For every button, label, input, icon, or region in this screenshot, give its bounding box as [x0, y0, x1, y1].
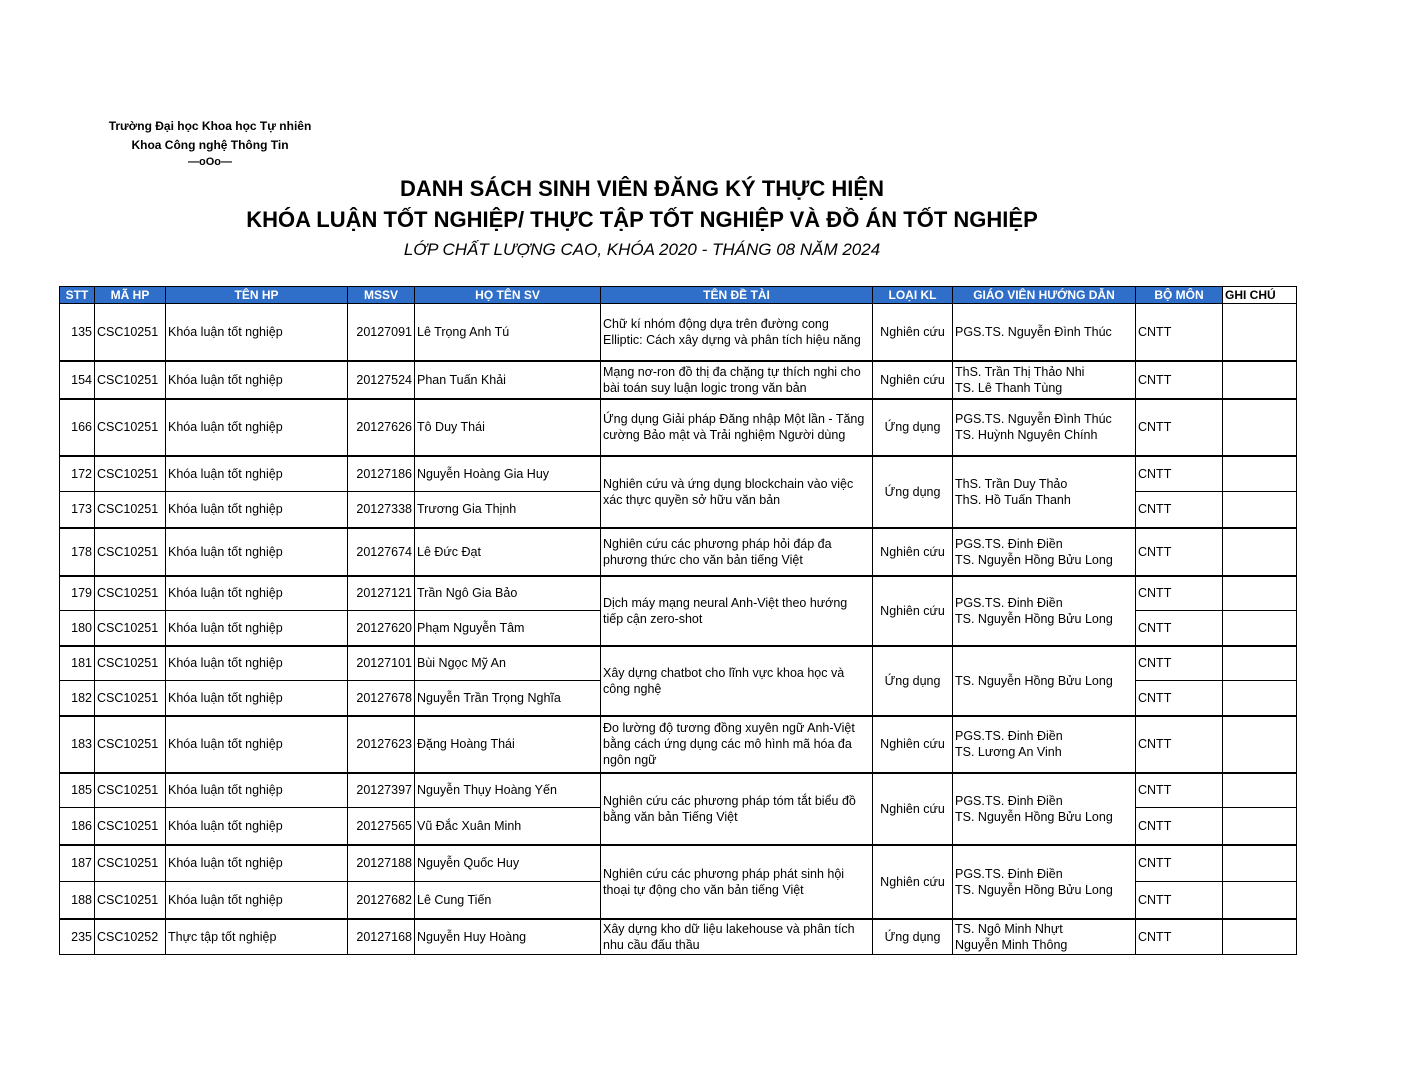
cell-ten-hp: Khóa luận tốt nghiệp — [166, 808, 348, 845]
cell-bo-mon: CNTT — [1136, 361, 1223, 399]
cell-loai: Nghiên cứu — [873, 773, 953, 845]
cell-ho-ten: Lê Cung Tiến — [415, 882, 601, 919]
cell-mssv: 20127620 — [348, 611, 415, 646]
cell-loai: Ứng dụng — [873, 399, 953, 456]
header-ma-hp: MÃ HP — [95, 287, 166, 304]
advisor-name: TS. Nguyễn Hồng Bửu Long — [955, 882, 1113, 897]
cell-stt: 182 — [60, 681, 95, 716]
cell-ma-hp: CSC10251 — [95, 773, 166, 808]
cell-bo-mon: CNTT — [1136, 528, 1223, 576]
advisor-name: TS. Nguyễn Hồng Bửu Long — [955, 552, 1113, 567]
advisor-name: ThS. Trần Thị Thảo Nhi — [955, 364, 1085, 379]
cell-ghi-chu — [1223, 399, 1297, 456]
advisor-name: PGS.TS. Đinh Điền — [955, 536, 1063, 551]
cell-ten-hp: Khóa luận tốt nghiệp — [166, 576, 348, 611]
cell-de-tai: Xây dựng chatbot cho lĩnh vực khoa học và công nghệ — [601, 646, 873, 716]
advisor-name: ThS. Hồ Tuấn Thanh — [955, 492, 1071, 507]
cell-de-tai: Nghiên cứu các phương pháp phát sinh hội thoại tự động cho văn bản tiếng Việt — [601, 845, 873, 919]
faculty-name: Khoa Công nghệ Thông Tin — [131, 138, 289, 152]
cell-ten-hp: Khóa luận tốt nghiệp — [166, 361, 348, 399]
cell-ten-hp: Khóa luận tốt nghiệp — [166, 304, 348, 361]
header-mssv: MSSV — [348, 287, 415, 304]
subtitle: LỚP CHẤT LƯỢNG CAO, KHÓA 2020 - THÁNG 08 NĂM 2024 — [403, 240, 881, 259]
cell-ghi-chu — [1223, 576, 1297, 611]
cell-ho-ten: Nguyễn Huy Hoàng — [415, 919, 601, 955]
cell-de-tai: Xây dựng kho dữ liệu lakehouse và phân tích nhu cầu đấu thầu — [601, 919, 873, 955]
cell-mssv: 20127565 — [348, 808, 415, 845]
institution-header — [60, 117, 360, 170]
title-line-2: KHÓA LUẬN TỐT NGHIỆP/ THỰC TẬP TỐT NGHIỆP VÀ ĐỒ ÁN TỐT NGHIỆP — [246, 207, 1038, 232]
cell-loai: Nghiên cứu — [873, 361, 953, 399]
cell-ghi-chu — [1223, 808, 1297, 845]
title-line-1: DANH SÁCH SINH VIÊN ĐĂNG KÝ THỰC HIỆN — [400, 176, 884, 201]
cell-de-tai: Dịch máy mạng neural Anh-Việt theo hướng tiếp cận zero-shot — [601, 576, 873, 646]
header-de-tai: TÊN ĐỀ TÀI — [601, 287, 873, 304]
cell-ten-hp: Khóa luận tốt nghiệp — [166, 646, 348, 681]
cell-bo-mon: CNTT — [1136, 646, 1223, 681]
header-ho-ten: HỌ TÊN SV — [415, 287, 601, 304]
cell-ma-hp: CSC10251 — [95, 399, 166, 456]
table-header-row — [60, 287, 1297, 304]
cell-ma-hp: CSC10251 — [95, 882, 166, 919]
cell-ma-hp: CSC10251 — [95, 361, 166, 399]
student-table — [59, 286, 1297, 955]
cell-ten-hp: Khóa luận tốt nghiệp — [166, 492, 348, 528]
cell-bo-mon: CNTT — [1136, 576, 1223, 611]
cell-loai: Nghiên cứu — [873, 845, 953, 919]
advisor-name: TS. Nguyễn Hồng Bửu Long — [955, 673, 1113, 688]
cell-mssv: 20127682 — [348, 882, 415, 919]
cell-ho-ten: Nguyễn Trần Trọng Nghĩa — [415, 681, 601, 716]
cell-ho-ten: Nguyễn Quốc Huy — [415, 845, 601, 882]
cell-mssv: 20127168 — [348, 919, 415, 955]
table-row — [60, 304, 1297, 361]
header-stt: STT — [60, 287, 95, 304]
cell-gvhd — [953, 528, 1136, 576]
cell-ten-hp: Khóa luận tốt nghiệp — [166, 456, 348, 492]
advisor-name: PGS.TS. Đinh Điền — [955, 866, 1063, 881]
cell-de-tai: Chữ kí nhóm động dựa trên đường cong Elliptic: Cách xây dựng và phân tích hiệu năng — [601, 304, 873, 361]
advisor-name: PGS.TS. Đinh Điền — [955, 729, 1063, 743]
table-row — [60, 773, 1297, 808]
cell-de-tai: Nghiên cứu các phương pháp tóm tắt biểu đồ bằng văn bản Tiếng Việt — [601, 773, 873, 845]
cell-ten-hp: Khóa luận tốt nghiệp — [166, 611, 348, 646]
cell-stt: 154 — [60, 361, 95, 399]
cell-stt: 173 — [60, 492, 95, 528]
advisor-name: PGS.TS. Nguyễn Đình Thúc — [955, 324, 1112, 339]
cell-ho-ten: Vũ Đắc Xuân Minh — [415, 808, 601, 845]
cell-bo-mon: CNTT — [1136, 456, 1223, 492]
cell-stt: 235 — [60, 919, 95, 955]
cell-ho-ten: Tô Duy Thái — [415, 399, 601, 456]
cell-stt: 179 — [60, 576, 95, 611]
cell-gvhd — [953, 716, 1136, 773]
cell-gvhd — [953, 361, 1136, 399]
cell-ghi-chu — [1223, 456, 1297, 492]
cell-ghi-chu — [1223, 681, 1297, 716]
cell-stt: 181 — [60, 646, 95, 681]
cell-loai: Nghiên cứu — [873, 528, 953, 576]
cell-bo-mon: CNTT — [1136, 611, 1223, 646]
table-row — [60, 361, 1297, 399]
cell-mssv: 20127091 — [348, 304, 415, 361]
cell-bo-mon: CNTT — [1136, 304, 1223, 361]
cell-mssv: 20127626 — [348, 399, 415, 456]
cell-gvhd — [953, 773, 1136, 845]
cell-stt: 183 — [60, 716, 95, 773]
cell-ten-hp: Thực tập tốt nghiệp — [166, 919, 348, 955]
header-gvhd: GIÁO VIÊN HƯỚNG DẪN — [953, 287, 1136, 304]
advisor-name: TS. Nguyễn Hồng Bửu Long — [955, 611, 1113, 626]
table-row — [60, 399, 1297, 456]
cell-gvhd — [953, 456, 1136, 528]
advisor-name: TS. Huỳnh Nguyên Chính — [955, 428, 1098, 442]
cell-bo-mon: CNTT — [1136, 399, 1223, 456]
cell-stt: 188 — [60, 882, 95, 919]
university-name: Trường Đại học Khoa học Tự nhiên — [108, 119, 312, 133]
cell-stt: 178 — [60, 528, 95, 576]
cell-loai: Nghiên cứu — [873, 716, 953, 773]
cell-ma-hp: CSC10251 — [95, 808, 166, 845]
table-row — [60, 716, 1297, 773]
cell-ma-hp: CSC10251 — [95, 646, 166, 681]
header-bo-mon: BỘ MÔN — [1136, 287, 1223, 304]
cell-mssv: 20127623 — [348, 716, 415, 773]
table-row — [60, 845, 1297, 882]
cell-stt: 187 — [60, 845, 95, 882]
advisor-name: TS. Nguyễn Hồng Bửu Long — [955, 809, 1113, 824]
header-ten-hp: TÊN HP — [166, 287, 348, 304]
cell-stt: 166 — [60, 399, 95, 456]
cell-ho-ten: Bùi Ngọc Mỹ An — [415, 646, 601, 681]
cell-stt: 172 — [60, 456, 95, 492]
cell-ghi-chu — [1223, 492, 1297, 528]
cell-ho-ten: Lê Đức Đạt — [415, 528, 601, 576]
cell-ma-hp: CSC10251 — [95, 492, 166, 528]
advisor-name: Nguyễn Minh Thông — [955, 937, 1068, 952]
cell-ma-hp: CSC10251 — [95, 304, 166, 361]
cell-stt: 135 — [60, 304, 95, 361]
cell-ma-hp: CSC10252 — [95, 919, 166, 955]
cell-mssv: 20127186 — [348, 456, 415, 492]
cell-ghi-chu — [1223, 919, 1297, 955]
cell-bo-mon: CNTT — [1136, 882, 1223, 919]
cell-ghi-chu — [1223, 773, 1297, 808]
cell-ghi-chu — [1223, 716, 1297, 773]
cell-ghi-chu — [1223, 361, 1297, 399]
cell-bo-mon: CNTT — [1136, 845, 1223, 882]
cell-stt: 186 — [60, 808, 95, 845]
cell-mssv: 20127101 — [348, 646, 415, 681]
cell-bo-mon: CNTT — [1136, 919, 1223, 955]
cell-bo-mon: CNTT — [1136, 808, 1223, 845]
cell-bo-mon: CNTT — [1136, 681, 1223, 716]
cell-gvhd — [953, 304, 1136, 361]
cell-ghi-chu — [1223, 528, 1297, 576]
cell-ghi-chu — [1223, 611, 1297, 646]
cell-ghi-chu — [1223, 882, 1297, 919]
advisor-name: PGS.TS. Nguyễn Đình Thúc — [955, 412, 1112, 426]
table-row — [60, 576, 1297, 611]
cell-loai: Nghiên cứu — [873, 304, 953, 361]
cell-ten-hp: Khóa luận tốt nghiệp — [166, 845, 348, 882]
cell-loai: Nghiên cứu — [873, 576, 953, 646]
cell-gvhd — [953, 399, 1136, 456]
cell-mssv: 20127397 — [348, 773, 415, 808]
cell-ten-hp: Khóa luận tốt nghiệp — [166, 882, 348, 919]
cell-bo-mon: CNTT — [1136, 492, 1223, 528]
cell-ho-ten: Lê Trọng Anh Tú — [415, 304, 601, 361]
cell-bo-mon: CNTT — [1136, 773, 1223, 808]
cell-bo-mon: CNTT — [1136, 716, 1223, 773]
ornament: —oOo— — [188, 156, 232, 168]
cell-ma-hp: CSC10251 — [95, 611, 166, 646]
cell-mssv: 20127524 — [348, 361, 415, 399]
cell-ho-ten: Đặng Hoàng Thái — [415, 716, 601, 773]
cell-de-tai: Đo lường độ tương đồng xuyên ngữ Anh-Việt bằng cách ứng dụng các mô hình mã hóa đa ngôn ngữ — [601, 716, 873, 773]
cell-ma-hp: CSC10251 — [95, 845, 166, 882]
table-row — [60, 646, 1297, 681]
cell-mssv: 20127678 — [348, 681, 415, 716]
cell-stt: 180 — [60, 611, 95, 646]
cell-ten-hp: Khóa luận tốt nghiệp — [166, 681, 348, 716]
cell-ghi-chu — [1223, 646, 1297, 681]
cell-ho-ten: Trương Gia Thịnh — [415, 492, 601, 528]
advisor-name: TS. Lương An Vinh — [955, 745, 1062, 759]
table-row — [60, 456, 1297, 492]
cell-ho-ten: Trần Ngô Gia Bảo — [415, 576, 601, 611]
cell-ma-hp: CSC10251 — [95, 528, 166, 576]
cell-mssv: 20127121 — [348, 576, 415, 611]
cell-loai: Ứng dụng — [873, 919, 953, 955]
advisor-name: PGS.TS. Đinh Điền — [955, 793, 1063, 808]
cell-mssv: 20127338 — [348, 492, 415, 528]
cell-loai: Ứng dụng — [873, 646, 953, 716]
cell-loai: Ứng dụng — [873, 456, 953, 528]
header-loai: LOẠI KL — [873, 287, 953, 304]
table-body — [60, 304, 1297, 955]
cell-ten-hp: Khóa luận tốt nghiệp — [166, 773, 348, 808]
cell-ma-hp: CSC10251 — [95, 576, 166, 611]
cell-gvhd — [953, 919, 1136, 955]
cell-ma-hp: CSC10251 — [95, 716, 166, 773]
cell-gvhd — [953, 646, 1136, 716]
advisor-name: PGS.TS. Đinh Điền — [955, 595, 1063, 610]
cell-mssv: 20127674 — [348, 528, 415, 576]
cell-ho-ten: Nguyễn Hoàng Gia Huy — [415, 456, 601, 492]
cell-ghi-chu — [1223, 845, 1297, 882]
cell-ten-hp: Khóa luận tốt nghiệp — [166, 399, 348, 456]
cell-ma-hp: CSC10251 — [95, 456, 166, 492]
cell-ghi-chu — [1223, 304, 1297, 361]
cell-de-tai: Mạng nơ-ron đồ thị đa chặng tự thích nghi cho bài toán suy luận logic trong văn bản — [601, 361, 873, 399]
table-row — [60, 919, 1297, 955]
cell-gvhd — [953, 845, 1136, 919]
table-row — [60, 528, 1297, 576]
cell-ma-hp: CSC10251 — [95, 681, 166, 716]
cell-mssv: 20127188 — [348, 845, 415, 882]
cell-gvhd — [953, 576, 1136, 646]
cell-ten-hp: Khóa luận tốt nghiệp — [166, 716, 348, 773]
cell-de-tai: Nghiên cứu và ứng dụng blockchain vào việc xác thực quyền sở hữu văn bản — [601, 456, 873, 528]
advisor-name: TS. Lê Thanh Tùng — [955, 380, 1063, 395]
cell-ho-ten: Phan Tuấn Khải — [415, 361, 601, 399]
header-ghi-chu: GHI CHÚ — [1223, 287, 1297, 304]
cell-ten-hp: Khóa luận tốt nghiệp — [166, 528, 348, 576]
cell-de-tai: Nghiên cứu các phương pháp hỏi đáp đa phương thức cho văn bản tiếng Việt — [601, 528, 873, 576]
advisor-name: TS. Ngô Minh Nhựt — [955, 921, 1063, 936]
cell-ho-ten: Phạm Nguyễn Tâm — [415, 611, 601, 646]
advisor-name: ThS. Trần Duy Thảo — [955, 476, 1068, 491]
cell-de-tai: Ứng dụng Giải pháp Đăng nhập Một lần - Tăng cường Bảo mật và Trải nghiệm Người dùng — [601, 399, 873, 456]
cell-ho-ten: Nguyễn Thụy Hoàng Yến — [415, 773, 601, 808]
cell-stt: 185 — [60, 773, 95, 808]
